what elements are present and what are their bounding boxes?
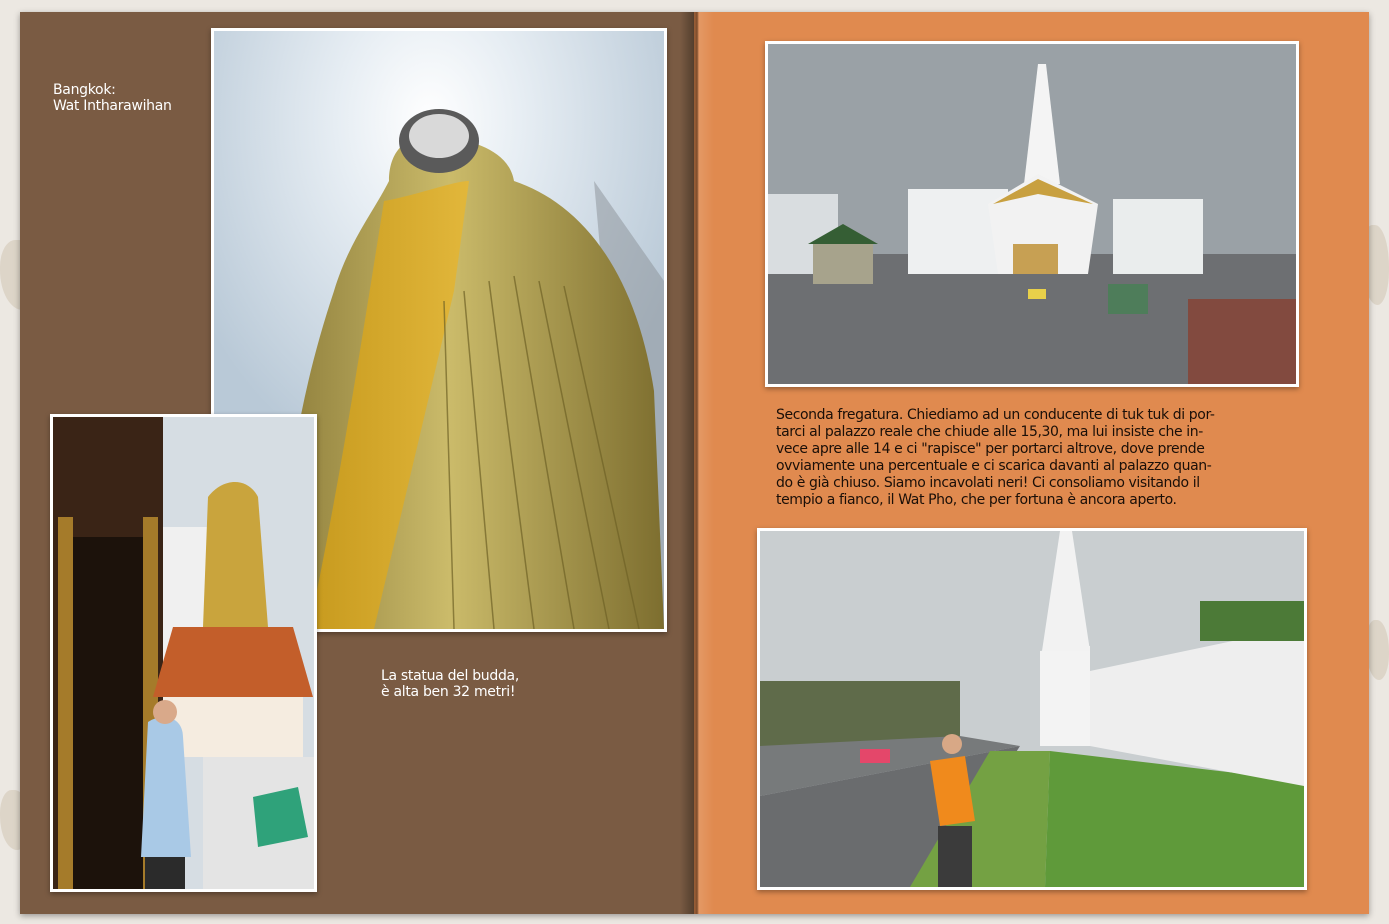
photo-temple-with-woman	[50, 414, 317, 892]
book-spine-shadow	[680, 12, 714, 914]
right-page	[694, 12, 1369, 914]
location-title	[53, 82, 172, 114]
location-title-line2: Wat Intharawihan	[53, 98, 172, 114]
buddha-caption	[381, 668, 519, 700]
background-splash-right-lower	[1366, 620, 1389, 680]
buddha-caption-line2: è alta ben 32 metri!	[381, 684, 516, 700]
story-paragraph	[776, 407, 1215, 509]
story-paragraph-line: vece apre alle 14 e ci "rapisce" per portarci altrove, dove prende	[776, 441, 1205, 457]
photo-book-spread	[20, 12, 1369, 914]
photo-city-pillar-shrine	[765, 41, 1299, 387]
palace-wall-man-image	[760, 531, 1304, 887]
location-title-line1: Bangkok:	[53, 82, 116, 98]
story-paragraph-line: ovviamente una percentuale e ci scarica davanti al palazzo quan-	[776, 458, 1212, 474]
story-paragraph-line: Seconda fregatura. Chiediamo ad un conducente di tuk tuk di por-	[776, 407, 1215, 423]
story-paragraph-line: do è già chiuso. Siamo incavolati neri! Ci consoliamo visitando il	[776, 475, 1200, 491]
left-page	[20, 12, 694, 914]
photo-palace-wall-man	[757, 528, 1307, 890]
temple-woman-image	[53, 417, 314, 889]
city-pillar-shrine-image	[768, 44, 1296, 384]
story-paragraph-line: tarci al palazzo reale che chiude alle 15,30, ma lui insiste che in-	[776, 424, 1203, 440]
buddha-caption-line1: La statua del budda,	[381, 668, 519, 684]
story-paragraph-line: tempio a fianco, il Wat Pho, che per fortuna è ancora aperto.	[776, 492, 1177, 508]
